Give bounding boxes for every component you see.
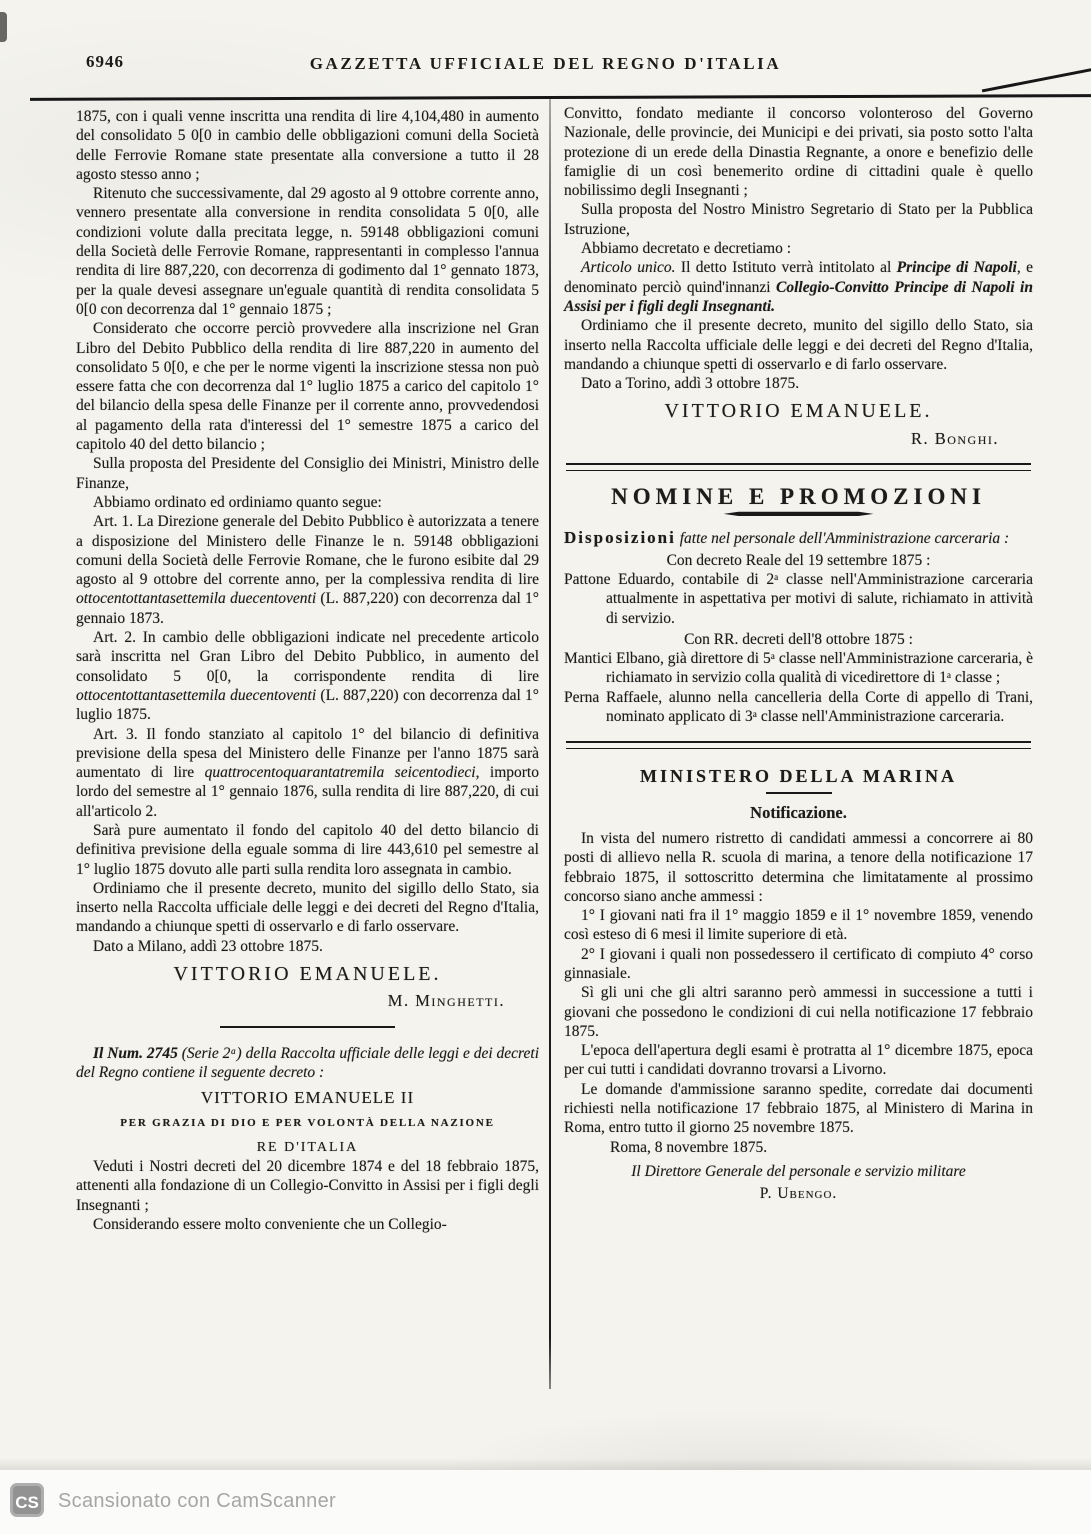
signature-vittorio-emanuele-2: VITTORIO EMANUELE. (664, 400, 933, 423)
text-segment: Principe di Napoli (896, 259, 1017, 277)
paragraph-art-3 (76, 725, 539, 821)
paragraph-si-gli-uni: Sì gli uni che gli altri saranno però ammessi in successione a tutti i giovani che possedono le condizioni di cui nella notificazione 17 febbraio 1875. (564, 984, 1033, 1040)
paragraph-art-1 (76, 512, 539, 628)
diamond-rule (724, 511, 874, 516)
paper-bottom-shadow (0, 1458, 1091, 1470)
right-column (564, 104, 1033, 1204)
text-segment: ottocentottantasettemila duecentoventi (76, 590, 317, 608)
section-divider-double-rule (566, 463, 1031, 471)
text-segment: Disposizioni (564, 528, 676, 548)
text-segment: (L. 887,220) con decorrenza dal 1° gennaio 1873. (76, 590, 539, 627)
paragraph-sara-pure: Sarà pure aumentato il fondo del capitolo 40 del detto bilancio di definitiva previsione della eguale somma di lire 443,610 pel semestre al 1° luglio 1875 dovuto alle parti sulla rendita loro assegnata in cambio. (76, 821, 539, 878)
disposizioni-lead (564, 528, 1033, 548)
paragraph-domande: Le domande d'ammissione saranno spedite, corredate dai documenti richiesti nella notificazione 17 febbraio 1875, al Ministero di Marina in Roma, entro tutto il giorno 25 novembre 1875. (564, 1080, 1033, 1137)
dateline-milano: Dato a Milano, addì 23 ottobre 1875. (93, 937, 323, 955)
masthead-title: GAZZETTA UFFICIALE DEL REGNO D'ITALIA (309, 54, 782, 73)
decree-date-8-ottobre: Con RR. decreti dell'8 ottobre 1875 : (684, 630, 913, 648)
notificazione-heading: Notificazione. (750, 802, 847, 822)
paragraph-articolo-unico (564, 258, 1033, 316)
dateline-roma: Roma, 8 novembre 1875. (610, 1138, 768, 1156)
signature-vittorio-emanuele: VITTORIO EMANUELE. (173, 963, 442, 986)
text-segment: Art. 2. In cambio delle obbligazioni indicate nel precedente articolo sarà inscritta nel Gran Libro del Debito Pubblico, in aumento del consolidato 5 0[0, la corrispondente rendita di lire (76, 629, 539, 685)
nomine-promozioni-heading: NOMINE E PROMOZIONI (611, 484, 986, 510)
paragraph-sulla-proposta-istruzione: Sulla proposta del Nostro Ministro Segretario di Stato per la Pubblica Istruzione, (564, 201, 1033, 238)
decree-king-title: RE D'ITALIA (256, 1139, 359, 1155)
camscanner-logo-icon: CS (10, 1483, 44, 1517)
paragraph-convitto: Convitto, fondato mediante il concorso volonteroso del Governo Nazionale, delle provincie, dei Municipi e dei privati, sia posto sotto l'alta protezione di un erede della Dinastia Regnante, a onore e benefizio delle famiglie di un così benemerito ordine di cittadini quale è quello nobilissimo degli Insegnanti ; (564, 105, 1033, 200)
text-segment: Art. 1. La Direzione generale del Debito Pubblico è autorizzata a tenere a disposizione del Ministero delle Finanze le n. 59148 obbligazioni comuni della Società delle Ferrovie Romane, che le furono esibite dal 29 agosto al 9 ottobre del corrente anno, per la complessiva rendita di lire (76, 513, 539, 589)
decree-king-style: PER GRAZIA DI DIO E PER VOLONTÀ DELLA NAZIONE (120, 1116, 495, 1129)
text-segment: Il detto Istituto verrà intitolato al (675, 259, 897, 277)
marina-signature-name: P. Ubengo. (759, 1185, 838, 1203)
paragraph-considerando: Considerando essere molto conveniente che un Collegio- (93, 1216, 447, 1234)
decree-reference-note (76, 1044, 539, 1083)
text-segment: (Serie 2ᵃ) della Raccolta ufficiale delle leggi e dei decreti del Regno contiene il seguente decreto : (76, 1044, 540, 1081)
scan-edge-artifact (0, 12, 7, 42)
decree-date-19-settembre: Con decreto Reale del 19 settembre 1875 : (666, 551, 931, 569)
section-divider-rule (220, 1026, 395, 1028)
paragraph-ritenuto: Ritenuto che successivamente, dal 29 agosto al 9 ottobre corrente anno, vennero presentate alla conversione in rendita consolidata 5 0[0, alle condizioni volute dalla precitata legge, n. 59148 obbligazioni comuni della Società delle Ferrovie Romane, rappresentanti in complesso l'annua rendita di lire 887,220, con decorrenza di godimento dal 1° gennato 1873, per la quale devesi assegnare un'eguale quantità di rendita consolidata 5 0[0 con decorrenza dal 1° gennaio 1875 ; (76, 185, 539, 318)
text-segment: Articolo unico. (581, 259, 676, 277)
paragraph-ordiniamo-milano: Ordiniamo che il presente decreto, munito del sigillo dello Stato, sia inserto nella Raccolta ufficiale delle leggi e dei decreti del Regno d'Italia, mandando a chiunque spetti di osservarlo e di farlo osservare. (76, 879, 539, 936)
text-segment: , e denominato perciò quind'innanzi (564, 259, 1033, 296)
text-segment: Art. 3. Il fondo stanziato al capitolo 1° del bilancio di definitiva previsione della spesa del Ministero delle Finanze per l'anno 1875 sarà aumentato di lire (76, 725, 539, 782)
paragraph-abbiamo-decretato: Abbiamo decretato e decretiamo : (581, 240, 792, 258)
paragraph-abbiamo-ordinato: Abbiamo ordinato ed ordiniamo quanto segue: (93, 493, 382, 511)
camscanner-footer (0, 1470, 1091, 1534)
paragraph-ordiniamo-torino: Ordiniamo che il presente decreto, munito del sigillo dello Stato, sia inserto nella Raccolta ufficiale delle leggi e dei decreti del Regno d'Italia, mandando a chiunque spetti di osservarlo e di farlo osservare. (564, 317, 1033, 373)
text-segment: Il Num. 2745 (93, 1044, 182, 1062)
signature-bonghi: R. Bonghi. (910, 428, 999, 448)
text-segment: Collegio-Convitto Principe di Napoli in Assisi per i figli degli Insegnanti. (564, 278, 1033, 315)
left-column (76, 107, 539, 1234)
appointment-mantici: Mantici Elbano, già direttore di 5ᵃ classe nell'Amministrazione carceraria, è richiamato in servizio colla qualità di vicedirettore di 1ᵃ classe ; (564, 650, 1033, 687)
paragraph-item-1: 1° I giovani nati fra il 1° maggio 1859 e il 1° novembre 1859, venendo così esteso di 6 mesi il limite superiore di età. (564, 907, 1033, 944)
text-segment: fatte nel personale dell'Amministrazione carceraria : (675, 530, 1010, 548)
column-divider-rule (549, 99, 551, 1389)
paragraph-sulla-proposta: Sulla proposta del Presidente del Consiglio dei Ministri, Ministro delle Finanze, (76, 455, 539, 492)
text-segment: ottocentottantasettemila duecentoventi (76, 686, 317, 704)
marina-signature-title: Il Direttore Generale del personale e servizio militare (631, 1162, 966, 1180)
heading-underline-rule (766, 792, 832, 794)
text-segment: quattrocentoquarantatremila seicentodieci (204, 764, 476, 782)
section-divider-double-rule-2 (566, 741, 1031, 749)
appointment-pattone: Pattone Eduardo, contabile di 2ᵃ classe nell'Amministrazione carceraria attualmente in aspettativa per motivi di salute, richiamato in attività di servizio. (564, 570, 1033, 627)
decree-king-name: VITTORIO EMANUELE II (200, 1088, 415, 1108)
paragraph-considerato: Considerato che occorre perciò provvedere alla inscrizione nel Gran Libro del Debito Pubblico della rendita di lire 887,220 in aumento del consolidato 5 0[0, e che per le norme vigenti la inscrizione stessa non può essere fatta che con decorrenza dal 1° luglio 1875 a carico del capitolo 1° del bilancio della spesa delle Finanze per il corrente anno, provvedendosi al pagamento della rata d'interessi del 1° semestre 1875 a carico del capitolo 40 del detto bilancio ; (76, 320, 539, 454)
page-number: 6946 (86, 52, 124, 71)
ministero-marina-heading: MINISTERO DELLA MARINA (639, 766, 958, 787)
text-segment: (L. 887,220) con decorrenza dal 1° luglio 1875. (76, 686, 539, 724)
paragraph-art-2 (76, 628, 539, 724)
paragraph-conversion-intro: 1875, con i quali venne inscritta una rendita di lire 4,104,480 in aumento del consolidato 5 0[0 in cambio delle obbligazioni comuni della Società delle Ferrovie Romane state presentate alla conversione a tutto il 28 agosto stesso anno ; (76, 108, 539, 183)
paragraph-epoca-esami: L'epoca dell'apertura degli esami è protratta al 1° dicembre 1875, epoca per cui tutti i candidati dovranno trovarsi a Livorno. (564, 1042, 1033, 1079)
text-segment: , importo lordo del semestre al 1° gennaio 1876, sulla rendita di lire 887,220, di cui all'articolo 2. (76, 764, 539, 820)
paragraph-item-2: 2° I giovani i quali non possedessero il certificato di compiuto 4° corso ginnasiale. (564, 945, 1033, 982)
paragraph-in-vista: In vista del numero ristretto di candidati ammessi a concorrere ai 80 posti di allievo nella R. scuola di marina, a tenore della notificazione 17 febbraio 1875, il sottoscritto determina che limitatamente al prossimo concorso siano anche ammessi : (564, 829, 1033, 905)
signature-minghetti: M. Minghetti. (387, 991, 505, 1011)
paragraph-veduti: Veduti i Nostri decreti del 20 dicembre 1874 e del 18 febbraio 1875, attenenti alla fondazione di un Collegio-Convitto in Assisi per i figli degli Insegnanti ; (76, 1158, 539, 1214)
appointment-perna: Perna Raffaele, alunno nella cancelleria della Corte di appello di Trani, nominato applicato di 3ᵃ classe nell'Amministrazione carceraria. (564, 688, 1033, 726)
masthead-rule (30, 94, 1091, 101)
dateline-torino: Dato a Torino, addì 3 ottobre 1875. (581, 375, 800, 393)
camscanner-watermark-text: Scansionato con CamScanner (58, 1490, 336, 1512)
